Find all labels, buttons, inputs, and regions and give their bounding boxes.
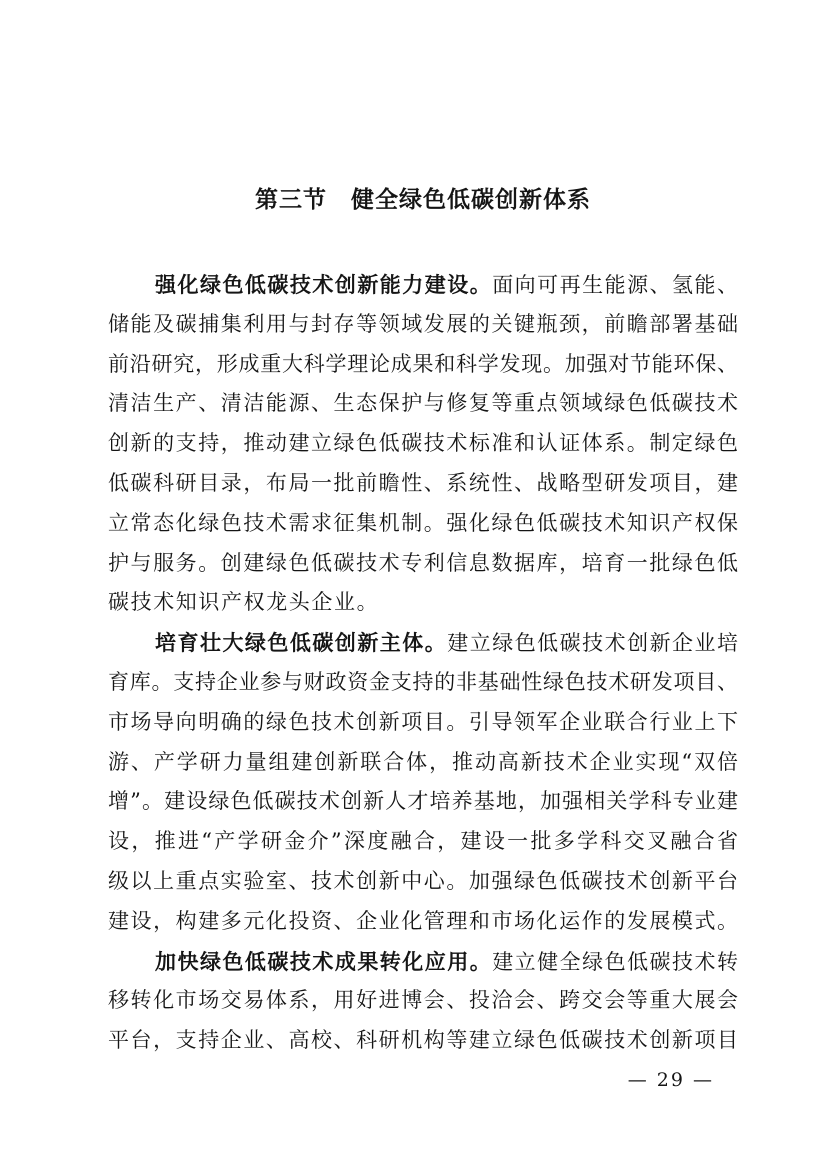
text-line: 设，推进“产学研金介”深度融合，建设一批多学科交叉融合省: [108, 829, 738, 854]
text-line: [108, 623, 738, 663]
paragraph-lead: 加快绿色低碳技术成果转化应用。: [155, 948, 493, 974]
paragraph: [108, 265, 738, 623]
text-line: 平台，支持企业、高校、科研机构等建立绿色低碳技术创新项目: [108, 1028, 738, 1053]
section-title: 第三节 健全绿色低碳创新体系: [255, 186, 591, 213]
text-line: 育库。支持企业参与财政资金支持的非基础性绿色技术研发项目、: [108, 669, 738, 694]
page-number: — 29 —: [627, 1069, 714, 1091]
text-line: 创新的支持，推动建立绿色低碳技术标准和认证体系。制定绿色: [108, 431, 738, 456]
text-line: 增”。建设绿色低碳技术创新人才培养基地，加强相关学科专业建: [108, 789, 738, 814]
text-line: 移转化市场交易体系，用好进博会、投洽会、跨交会等重大展会: [108, 988, 738, 1013]
paragraph-lead: 强化绿色低碳技术创新能力建设。: [155, 272, 493, 297]
text-line: [108, 265, 738, 305]
paragraph-first-line-rest: 建立绿色低碳技术创新企业培: [447, 631, 739, 656]
text-line: 建设，构建多元化投资、企业化管理和市场化运作的发展模式。: [108, 908, 738, 933]
text-line: [108, 942, 738, 982]
paragraph-first-line-rest: 建立健全绿色低碳技术转: [492, 949, 739, 974]
text-line: 立常态化绿色技术需求征集机制。强化绿色低碳技术知识产权保: [108, 510, 738, 535]
document-body: [108, 265, 738, 1061]
text-line: 护与服务。创建绿色低碳技术专利信息数据库，培育一批绿色低: [108, 550, 738, 575]
text-line: 碳技术知识产权龙头企业。: [108, 590, 380, 615]
text-line: 前沿研究，形成重大科学理论成果和科学发现。加强对节能环保、: [108, 351, 738, 376]
paragraph-lead: 培育壮大绿色低碳创新主体。: [155, 630, 448, 656]
text-line: 游、产学研力量组建创新联合体，推动高新技术企业实现“双倍: [108, 749, 738, 774]
paragraph-first-line-rest: 面向可再生能源、氢能、: [492, 273, 739, 297]
text-line: 市场导向明确的绿色技术创新项目。引导领军企业联合行业上下: [108, 709, 738, 734]
text-line: 清洁生产、清洁能源、生态保护与修复等重点领域绿色低碳技术: [108, 391, 738, 416]
text-line: 储能及碳捕集利用与封存等领域发展的关键瓶颈，前瞻部署基础: [108, 311, 738, 336]
text-line: 低碳科研目录，布局一批前瞻性、系统性、战略型研发项目，建: [108, 470, 738, 495]
text-line: 级以上重点实验室、技术创新中心。加强绿色低碳技术创新平台: [108, 868, 738, 893]
paragraph: [108, 623, 738, 941]
paragraph: [108, 942, 738, 1061]
